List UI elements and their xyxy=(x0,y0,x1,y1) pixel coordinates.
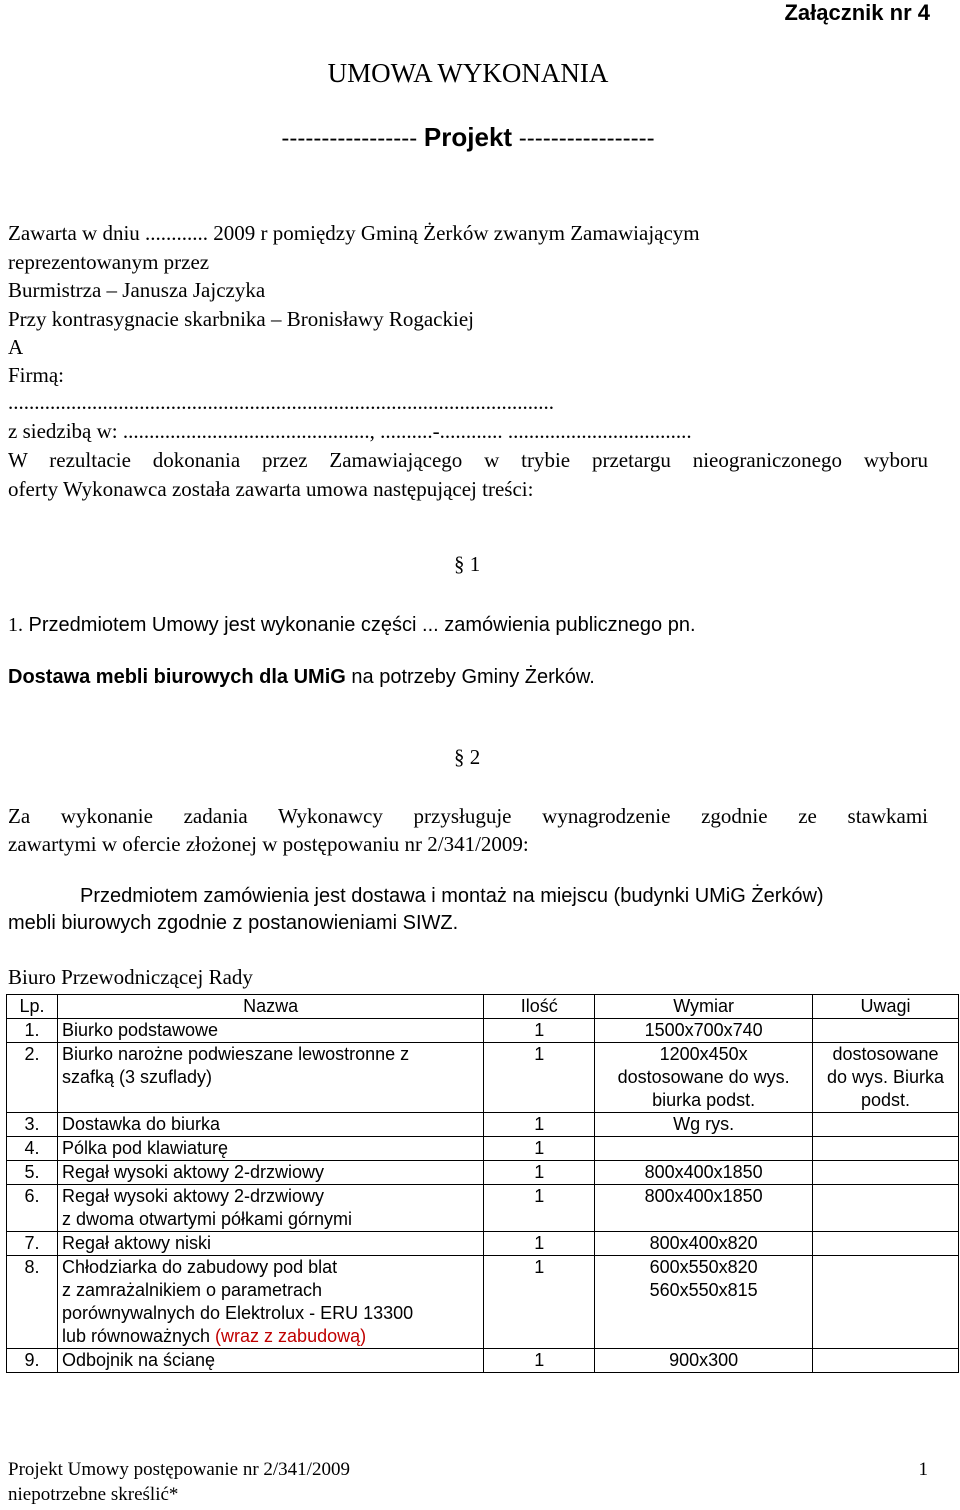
dim-line: dostosowane do wys. xyxy=(617,1067,790,1087)
cell-name xyxy=(57,1185,483,1232)
cell-qty: 1 xyxy=(484,1137,595,1161)
cell-lp: 4. xyxy=(7,1137,58,1161)
cell-dim xyxy=(595,1185,813,1232)
intro-line-7: ........................................................................................................ xyxy=(8,390,554,414)
cell-name xyxy=(57,1161,483,1185)
cell-qty: 1 xyxy=(484,1185,595,1232)
cell-notes xyxy=(813,1019,959,1043)
cell-name xyxy=(57,1137,483,1161)
intro-line-5: A xyxy=(8,335,24,359)
cell-name xyxy=(57,1232,483,1256)
cell-qty: 1 xyxy=(484,1349,595,1373)
cell-notes xyxy=(813,1232,959,1256)
office-heading: Biuro Przewodniczącej Rady xyxy=(8,965,253,989)
order-subject-line-2: mebli biurowych zgodnie z postanowieniami SIWZ. xyxy=(8,912,459,934)
name-line: Regał wysoki aktowy 2-drzwiowy xyxy=(61,1162,325,1182)
notes-line: dostosowane xyxy=(832,1044,939,1064)
section-2-line-1: Za wykonanie zadania Wykonawcy przysługuje wynagrodzenie zgodnie ze stawkami xyxy=(8,804,928,828)
intro-line-9: W rezultacie dokonania przez Zamawiającego w trybie przetargu nieograniczonego wyboru xyxy=(8,448,928,472)
cell-dim xyxy=(595,1043,813,1113)
table-header-row xyxy=(7,995,959,1019)
notes-line: podst. xyxy=(860,1090,911,1110)
footer-line-2: niepotrzebne skreślić* xyxy=(8,1484,179,1505)
header-lp: Lp. xyxy=(7,995,58,1019)
installation-note: (wraz z zabudową) xyxy=(215,1326,367,1346)
cell-dim xyxy=(595,1137,813,1161)
table-row xyxy=(7,1256,959,1349)
cell-name xyxy=(57,1256,483,1349)
table-row xyxy=(7,1019,959,1043)
cell-name xyxy=(57,1113,483,1137)
name-line xyxy=(62,1325,479,1348)
page-number: 1 xyxy=(918,1459,928,1480)
name-line: Pólka pod klawiaturę xyxy=(61,1138,229,1158)
name-line: z zamrażalnikiem o parametrach xyxy=(61,1280,323,1300)
name-line: z dwoma otwartymi półkami górnymi xyxy=(61,1209,353,1229)
order-subject-line-1: Przedmiotem zamówienia jest dostawa i montaż na miejscu (budynki UMiG Żerków) xyxy=(80,885,824,907)
cell-qty: 1 xyxy=(484,1113,595,1137)
cell-dim xyxy=(595,1349,813,1373)
cell-lp: 6. xyxy=(7,1185,58,1232)
cell-lp: 2. xyxy=(7,1043,58,1113)
table-row xyxy=(7,1349,959,1373)
items-table xyxy=(6,994,959,1373)
table-row xyxy=(7,1232,959,1256)
dim-line: 560x550x815 xyxy=(649,1280,758,1300)
cell-notes xyxy=(813,1113,959,1137)
name-line: Biurko podstawowe xyxy=(61,1020,219,1040)
cell-dim xyxy=(595,1161,813,1185)
cell-notes xyxy=(813,1161,959,1185)
dim-line: 1500x700x740 xyxy=(644,1020,763,1040)
cell-dim xyxy=(595,1113,813,1137)
table-row xyxy=(7,1113,959,1137)
dim-line: Wg rys. xyxy=(673,1114,735,1134)
section-1-symbol: § 1 xyxy=(454,552,481,576)
name-line: Regał aktowy niski xyxy=(61,1233,212,1253)
table-row xyxy=(7,1043,959,1113)
notes-line: do wys. Biurka xyxy=(826,1067,945,1087)
cell-lp: 9. xyxy=(7,1349,58,1373)
cell-qty: 1 xyxy=(484,1256,595,1349)
cell-name xyxy=(57,1043,483,1113)
name-line: Regał wysoki aktowy 2-drzwiowy xyxy=(61,1186,325,1206)
intro-line-4: Przy kontrasygnacie skarbnika – Bronisławy Rogackiej xyxy=(8,307,474,331)
intro-line-6: Firmą: xyxy=(8,363,64,387)
header-dim: Wymiar xyxy=(595,995,813,1019)
cell-qty: 1 xyxy=(484,1232,595,1256)
cell-lp: 3. xyxy=(7,1113,58,1137)
dim-line: 800x400x820 xyxy=(649,1233,758,1253)
intro-line-1: Zawarta w dniu ............ 2009 r pomiędzy Gminą Żerków zwanym Zamawiającym xyxy=(8,221,700,245)
intro-line-10: oferty Wykonawca została zawarta umowa następującej treści: xyxy=(8,477,534,501)
table-row xyxy=(7,1185,959,1232)
cell-dim xyxy=(595,1256,813,1349)
name-line: Biurko narożne podwieszane lewostronne z xyxy=(61,1044,410,1064)
name-line: porównywalnych do Elektrolux - ERU 13300 xyxy=(61,1303,414,1323)
section-1-text: 1. Przedmiotem Umowy jest wykonanie części ... zamówienia publicznego pn. xyxy=(8,614,696,636)
cell-dim xyxy=(595,1019,813,1043)
cell-name xyxy=(57,1349,483,1373)
header-qty: Ilość xyxy=(484,995,595,1019)
name-line: Chłodziarka do zabudowy pod blat xyxy=(61,1257,338,1277)
dim-line: 900x300 xyxy=(669,1350,739,1370)
table-row xyxy=(7,1137,959,1161)
cell-qty: 1 xyxy=(484,1161,595,1185)
header-name: Nazwa xyxy=(57,995,483,1019)
cell-qty: 1 xyxy=(484,1043,595,1113)
cell-notes xyxy=(813,1185,959,1232)
cell-lp: 7. xyxy=(7,1232,58,1256)
cell-notes xyxy=(813,1349,959,1373)
cell-qty: 1 xyxy=(484,1019,595,1043)
intro-line-3: Burmistrza – Janusza Jajczyka xyxy=(8,278,266,302)
name-text: lub równoważnych xyxy=(61,1326,216,1346)
header-notes: Uwagi xyxy=(813,995,959,1019)
dim-line: 800x400x1850 xyxy=(644,1162,763,1182)
document-title: UMOWA WYKONANIA xyxy=(327,58,609,88)
cell-dim xyxy=(595,1232,813,1256)
cell-notes xyxy=(813,1256,959,1349)
project-label: ----------------- Projekt ----------------- xyxy=(281,122,655,152)
cell-lp: 1. xyxy=(7,1019,58,1043)
footer-line-1: Projekt Umowy postępowanie nr 2/341/2009 xyxy=(8,1459,350,1480)
intro-line-2: reprezentowanym przez xyxy=(8,250,210,274)
name-line: szafką (3 szuflady) xyxy=(61,1067,213,1087)
section-2-line-2: zawartymi w ofercie złożonej w postępowaniu nr 2/341/2009: xyxy=(8,832,529,856)
dim-line: 600x550x820 xyxy=(649,1257,758,1277)
annex-label: Załącznik nr 4 xyxy=(784,0,930,25)
name-line: Odbojnik na ścianę xyxy=(61,1350,216,1370)
section-2-symbol: § 2 xyxy=(454,745,481,769)
cell-lp: 8. xyxy=(7,1256,58,1349)
cell-name xyxy=(57,1019,483,1043)
dim-line: 800x400x1850 xyxy=(644,1186,763,1206)
dim-line: biurka podst. xyxy=(652,1090,756,1110)
cell-notes xyxy=(813,1043,959,1113)
cell-lp: 5. xyxy=(7,1161,58,1185)
table-row xyxy=(7,1161,959,1185)
section-1-subject: Dostawa mebli biurowych dla UMiG na potrzeby Gminy Żerków. xyxy=(8,666,595,688)
dim-line: 1200x450x xyxy=(659,1044,748,1064)
intro-line-8: z siedzibą w: ..............................................., ..........-............ ................................... xyxy=(8,419,692,443)
cell-notes xyxy=(813,1137,959,1161)
name-line: Dostawka do biurka xyxy=(61,1114,221,1134)
